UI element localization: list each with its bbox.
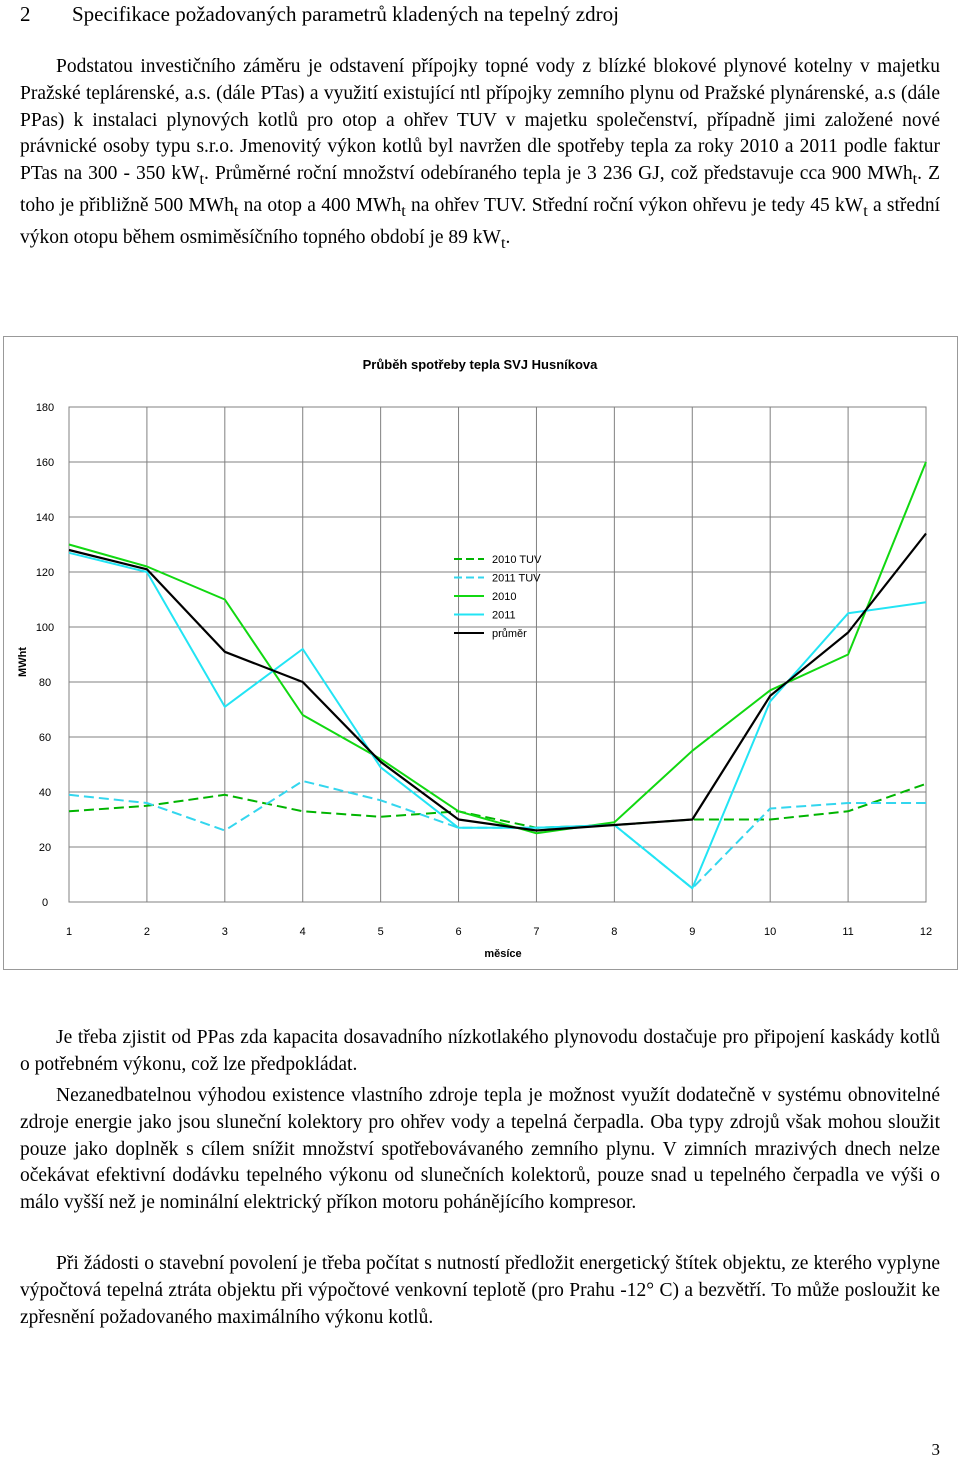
x-tick-label: 6 bbox=[455, 926, 462, 938]
intro-text-2c: . Z toho je přibližně 500 MWh bbox=[20, 163, 941, 216]
x-tick-label: 9 bbox=[689, 926, 696, 938]
legend-label: 2011 bbox=[492, 609, 516, 622]
legend-label: 2010 bbox=[492, 591, 517, 603]
section-title: Specifikace požadovaných parametrů kladených na tepelný zdroj bbox=[72, 2, 619, 26]
page-number: 3 bbox=[931, 1440, 940, 1459]
subscript: t bbox=[401, 201, 406, 220]
ppas-paragraph bbox=[20, 1025, 940, 1079]
y-tick-label: 60 bbox=[38, 732, 52, 744]
y-tick-label: 140 bbox=[35, 512, 55, 524]
subscript: t bbox=[912, 170, 918, 189]
own-source-text: Nezanedbatelnou výhodou existence vlastního zdroje tepla je možnost využít dodatečně v systému obnovitelné zdroje energie jako jsou sluneční kolektory pro ohřev vody a tepelná čerpadla. Oba typy zdrojů však mohou sloužit pouze jako doplněk s cílem snížit množství spotřebovávaného zemního plynu. V zimních mrazivých dnech nelze očekávat efektivní dodávku tepelného výkonu od slunečních kolektorů, pouze snad u tepelného čerpadla ve výši o málo vyšší než je nominální elektrický příkon motoru pohánějícího kompresor. bbox=[20, 1085, 940, 1214]
legend-label: 2010 TUV bbox=[492, 554, 542, 566]
intro-text-2a: Jmenovitý výkon kotlů byl navržen dle spotřeby tepla za roky 2010 a 2011 podle faktur PTas na 300 - 350 kW bbox=[20, 136, 941, 185]
intro-text-2e: na ohřev TUV. Střední roční výkon ohřevu je tedy 45 kW bbox=[405, 194, 864, 216]
permit-paragraph bbox=[20, 1251, 940, 1331]
permit-text: Při žádosti o stavební povolení je třeba počítat s nutností předložit energetický štítek objektu, ze kterého vyplyne výpočtová tepelná ztráta objektu při výpočtové venkovní teplotě (pro Prahu -12° C) a bezvětří. To může posloužit ke zpřesnění požadovaného maximálního výkonu kotlů. bbox=[20, 1253, 940, 1328]
y-tick-label: 160 bbox=[35, 457, 55, 469]
y-tick-label: 40 bbox=[38, 787, 52, 799]
x-tick-label: 2 bbox=[143, 926, 150, 938]
legend-label: průměr bbox=[492, 628, 527, 640]
intro-text-2d: na otop a 400 MWh bbox=[238, 194, 402, 216]
subscript: t bbox=[233, 201, 239, 220]
intro-text-1: Podstatou investičního záměru je odstavení přípojky topné vody z blízké blokové plynové kotelny v majetku Pražské teplárenské, a.s. (dále PTas) a využití existující ntl přípojky zemního plynu od Pražské plynárenské, a.s (dále PPas) k instalaci plynových kotlů pro otop a ohřev TUV v majetku společenství, případně jimi založené nové právnické osoby typu s.r.o. bbox=[20, 56, 940, 158]
section-heading bbox=[20, 0, 619, 28]
y-tick-label: 80 bbox=[38, 677, 52, 689]
x-tick-label: 8 bbox=[611, 926, 618, 938]
own-source-paragraph bbox=[20, 1083, 940, 1217]
x-tick-label: 10 bbox=[764, 926, 777, 938]
subscript: t bbox=[863, 201, 868, 220]
y-tick-label: 120 bbox=[35, 567, 55, 579]
y-tick-label: 180 bbox=[35, 402, 55, 414]
y-tick-label: 0 bbox=[41, 897, 49, 909]
subscript: t bbox=[500, 233, 506, 252]
intro-text-2b: . Průměrné roční množství odebíraného tepla je 3 236 GJ, což představuje cca 900 MWh bbox=[204, 163, 913, 185]
y-tick-label: 20 bbox=[38, 842, 52, 854]
section-number: 2 bbox=[20, 2, 31, 26]
x-tick-label: 1 bbox=[65, 926, 73, 938]
subscript: t bbox=[199, 170, 205, 189]
x-tick-label: 7 bbox=[533, 926, 540, 938]
x-tick-label: 11 bbox=[842, 926, 854, 938]
x-tick-label: 5 bbox=[377, 926, 384, 938]
x-axis-label: měsíce bbox=[484, 948, 522, 960]
intro-paragraph bbox=[20, 54, 940, 256]
heat-consumption-chart bbox=[3, 336, 958, 970]
intro-text-2g: . bbox=[505, 226, 511, 248]
x-tick-label: 12 bbox=[919, 926, 933, 938]
legend-label: 2011 TUV bbox=[492, 572, 541, 585]
chart-title: Průběh spotřeby tepla SVJ Husníkova bbox=[362, 357, 598, 372]
y-axis-label: MWht bbox=[17, 647, 29, 677]
chart-svg bbox=[4, 337, 957, 969]
ppas-text: Je třeba zjistit od PPas zda kapacita dosavadního nízkotlakého plynovodu dostačuje pro připojení kaskády kotlů o potřebném výkonu, což lze předpokládat. bbox=[20, 1027, 940, 1075]
x-tick-label: 4 bbox=[299, 926, 306, 938]
x-tick-label: 3 bbox=[221, 926, 228, 938]
intro-text-2f: a střední výkon otopu během osmiměsíčního topného období je 89 kW bbox=[20, 194, 940, 248]
y-tick-label: 100 bbox=[35, 622, 55, 634]
